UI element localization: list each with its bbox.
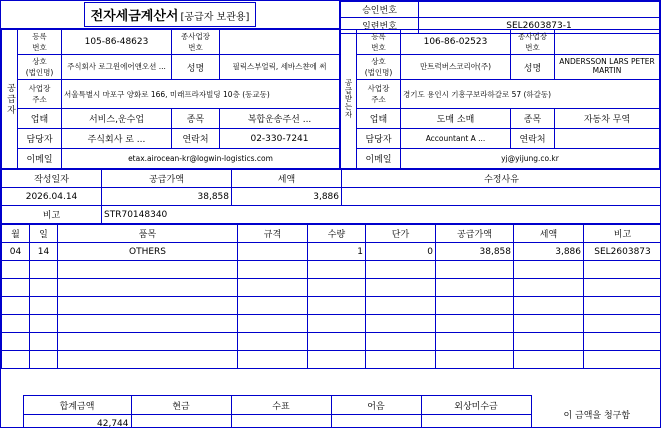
- cell-supply: [436, 261, 514, 279]
- cell-qty: [308, 315, 366, 333]
- approval-row: [341, 2, 660, 18]
- cell-name: [58, 315, 238, 333]
- buyer-email-value: yj@yijung.co.kr: [401, 149, 660, 169]
- buyer-ceo-value: ANDERSSON LARS PETER MARTIN: [555, 55, 660, 80]
- buyer-block: [340, 29, 660, 169]
- col-qty: 수량: [308, 225, 366, 243]
- supplier-addr-value: 서울특별시 마포구 양화로 166, 미래프라자빌딩 10층 (동교동): [62, 80, 340, 109]
- cell-price: [366, 261, 436, 279]
- cell-month: 04: [2, 243, 30, 261]
- supplier-biz-label: 업태: [18, 109, 62, 129]
- cell-spec: [238, 297, 308, 315]
- cell-price: [366, 333, 436, 351]
- buyer-row-reg: [341, 30, 660, 55]
- cell-note: SEL2603873: [584, 243, 662, 261]
- cell-month: [2, 261, 30, 279]
- cell-spec: [238, 351, 308, 369]
- cell-spec: [238, 261, 308, 279]
- buyer-row-biz: [341, 109, 660, 129]
- buyer-reg-value: 106-86-02523: [401, 30, 511, 55]
- blank-spacer: [1, 369, 660, 395]
- supplier-item-value: 복합운송주선 ...: [220, 109, 340, 129]
- credit-value: [421, 415, 531, 429]
- cell-month: [2, 333, 30, 351]
- cell-qty: [308, 351, 366, 369]
- table-row: [2, 279, 662, 297]
- cell-note: [584, 351, 662, 369]
- meta-table: [1, 169, 661, 224]
- table-row: [2, 261, 662, 279]
- cell-spec: [238, 315, 308, 333]
- buyer-email-label: 이메일: [357, 149, 401, 169]
- meta-reason-value: [342, 188, 662, 206]
- cell-supply: 38,858: [436, 243, 514, 261]
- totals-header-row: [1, 396, 661, 415]
- approval-value: [419, 2, 660, 18]
- supplier-ceo-value: 필릭스부얼릭, 세바스챤에 써: [220, 55, 340, 80]
- buyer-row-contact: [341, 129, 660, 149]
- meta-note-label: 비고: [2, 206, 102, 224]
- buyer-reg-label: 등록 번호: [357, 30, 401, 55]
- page-title: 전자세금계산서 [공급자 보관용]: [84, 2, 257, 27]
- cell-price: [366, 297, 436, 315]
- meta-value-row: [2, 188, 662, 206]
- cell-day: [30, 351, 58, 369]
- supplier-row-contact: [2, 129, 340, 149]
- table-row: [2, 351, 662, 369]
- cash-label: 현금: [131, 396, 231, 415]
- approval-label: 승인번호: [341, 2, 419, 18]
- cell-month: [2, 279, 30, 297]
- col-name: 품목: [58, 225, 238, 243]
- cell-name: [58, 261, 238, 279]
- buyer-table: [340, 29, 660, 169]
- buyer-contact-value: Accountant A ...: [401, 129, 511, 149]
- buyer-biz-value: 도매 소매: [401, 109, 511, 129]
- cell-tax: [514, 315, 584, 333]
- buyer-addr-value: 경기도 용인시 기흥구보라하갈로 57 (하갈동): [401, 80, 660, 109]
- cell-name: OTHERS: [58, 243, 238, 261]
- buyer-ceo-label: 성명: [511, 55, 555, 80]
- serial-value: SEL2603873-1: [419, 18, 660, 34]
- cell-price: [366, 279, 436, 297]
- cell-note: [584, 333, 662, 351]
- cell-note: [584, 261, 662, 279]
- cell-tax: [514, 261, 584, 279]
- cell-note: [584, 279, 662, 297]
- buyer-tel-label: 연락처: [511, 129, 555, 149]
- supplier-biz-value: 서비스,운수업: [62, 109, 172, 129]
- meta-supply-label: 공급가액: [102, 170, 232, 188]
- cell-supply: [436, 351, 514, 369]
- cell-spec: [238, 243, 308, 261]
- serial-label: 일련번호: [341, 18, 419, 34]
- buyer-name-value: 만트럭버스코리아(주): [401, 55, 511, 80]
- cell-price: [366, 351, 436, 369]
- credit-label: 외상미수금: [421, 396, 531, 415]
- header-right: [340, 1, 660, 32]
- promissory-label: 어음: [331, 396, 421, 415]
- table-row: [2, 297, 662, 315]
- meta-note-row: [2, 206, 662, 224]
- supplier-row-reg: [2, 30, 340, 55]
- cell-tax: 3,886: [514, 243, 584, 261]
- total-label: 합계금액: [23, 396, 131, 415]
- col-tax: 세액: [514, 225, 584, 243]
- total-value: 42,744: [23, 415, 131, 429]
- col-supply: 공급가액: [436, 225, 514, 243]
- col-day: 일: [30, 225, 58, 243]
- cell-tax: [514, 351, 584, 369]
- buyer-row-addr: [341, 80, 660, 109]
- buyer-subbiz-label: 종사업장 번호: [511, 30, 555, 55]
- parties-block: [1, 29, 660, 169]
- cell-tax: [514, 333, 584, 351]
- cell-qty: [308, 261, 366, 279]
- supplier-addr-label: 사업장 주소: [18, 80, 62, 109]
- buyer-subbiz-value: [555, 30, 660, 55]
- buyer-tel-value: [555, 129, 660, 149]
- supplier-email-label: 이메일: [18, 149, 62, 169]
- supplier-tel-label: 연락처: [172, 129, 220, 149]
- cell-name: [58, 279, 238, 297]
- cell-qty: [308, 297, 366, 315]
- cell-supply: [436, 315, 514, 333]
- col-spec: 규격: [238, 225, 308, 243]
- col-month: 월: [2, 225, 30, 243]
- cell-month: [2, 351, 30, 369]
- cell-price: [366, 315, 436, 333]
- totals-spacer: [1, 396, 23, 415]
- supplier-reg-value: 105-86-48623: [62, 30, 172, 55]
- cell-day: [30, 315, 58, 333]
- supplier-reg-label: 등록 번호: [18, 30, 62, 55]
- table-row: [2, 243, 662, 261]
- cell-name: [58, 333, 238, 351]
- supplier-contact-value: 주식회사 로 ...: [62, 129, 172, 149]
- meta-tax-value: 3,886: [232, 188, 342, 206]
- cell-name: [58, 351, 238, 369]
- cash-value: [131, 415, 231, 429]
- buyer-item-value: 자동차 무역: [555, 109, 660, 129]
- supplier-ceo-label: 성명: [172, 55, 220, 80]
- meta-date-value: 2026.04.14: [2, 188, 102, 206]
- supplier-row-email: [2, 149, 340, 169]
- buyer-item-label: 종목: [511, 109, 555, 129]
- cell-spec: [238, 279, 308, 297]
- cell-note: [584, 297, 662, 315]
- cell-day: [30, 297, 58, 315]
- supplier-subbiz-label: 종사업장 번호: [172, 30, 220, 55]
- check-value: [231, 415, 331, 429]
- totals-spacer-2: [1, 415, 23, 429]
- supplier-item-label: 종목: [172, 109, 220, 129]
- check-label: 수표: [231, 396, 331, 415]
- cell-supply: [436, 333, 514, 351]
- title-area: [1, 1, 340, 29]
- supplier-tel-value: 02-330-7241: [220, 129, 340, 149]
- buyer-side-label: 공 급 받 는 자: [341, 30, 357, 169]
- cell-qty: 1: [308, 243, 366, 261]
- meta-reason-label: 수정사유: [342, 170, 662, 188]
- cell-tax: [514, 279, 584, 297]
- cell-qty: [308, 279, 366, 297]
- supplier-row-name: [2, 55, 340, 80]
- supplier-email-value: etax.airocean-kr@logwin-logistics.com: [62, 149, 340, 169]
- meta-supply-value: 38,858: [102, 188, 232, 206]
- buyer-addr-label: 사업장 주소: [357, 80, 401, 109]
- cell-spec: [238, 333, 308, 351]
- cell-supply: [436, 279, 514, 297]
- items-table: [1, 224, 661, 369]
- meta-tax-label: 세액: [232, 170, 342, 188]
- meta-note-value: STR70148340: [102, 206, 662, 224]
- promissory-value: [331, 415, 421, 429]
- table-row: [2, 333, 662, 351]
- supplier-row-biz: [2, 109, 340, 129]
- claim-text: 이 금액을 청구함: [563, 411, 631, 421]
- meta-header-row: [2, 170, 662, 188]
- supplier-contact-label: 담당자: [18, 129, 62, 149]
- supplier-name-value: 주식회사 로그윈에어앤오션 ...: [62, 55, 172, 80]
- supplier-name-label: 상호 (법인명): [18, 55, 62, 80]
- supplier-subbiz-value: [220, 30, 340, 55]
- cell-note: [584, 315, 662, 333]
- totals-table: [1, 395, 661, 428]
- buyer-row-email: [341, 149, 660, 169]
- cell-month: [2, 297, 30, 315]
- items-header-row: [2, 225, 662, 243]
- meta-date-label: 작성일자: [2, 170, 102, 188]
- document-header: [1, 1, 660, 32]
- col-price: 단가: [366, 225, 436, 243]
- cell-supply: [436, 297, 514, 315]
- table-row: [2, 315, 662, 333]
- buyer-biz-label: 업태: [357, 109, 401, 129]
- buyer-name-label: 상호 (법인명): [357, 55, 401, 80]
- cell-tax: [514, 297, 584, 315]
- supplier-table: [1, 29, 340, 169]
- col-note: 비고: [584, 225, 662, 243]
- supplier-side-label: 공급자: [2, 30, 18, 169]
- buyer-row-name: [341, 55, 660, 80]
- buyer-contact-label: 담당자: [357, 129, 401, 149]
- cell-day: [30, 279, 58, 297]
- cell-month: [2, 315, 30, 333]
- cell-day: 14: [30, 243, 58, 261]
- supplier-row-addr: [2, 80, 340, 109]
- cell-day: [30, 261, 58, 279]
- supplier-block: [1, 29, 340, 169]
- cell-price: 0: [366, 243, 436, 261]
- cell-qty: [308, 333, 366, 351]
- cell-name: [58, 297, 238, 315]
- cell-day: [30, 333, 58, 351]
